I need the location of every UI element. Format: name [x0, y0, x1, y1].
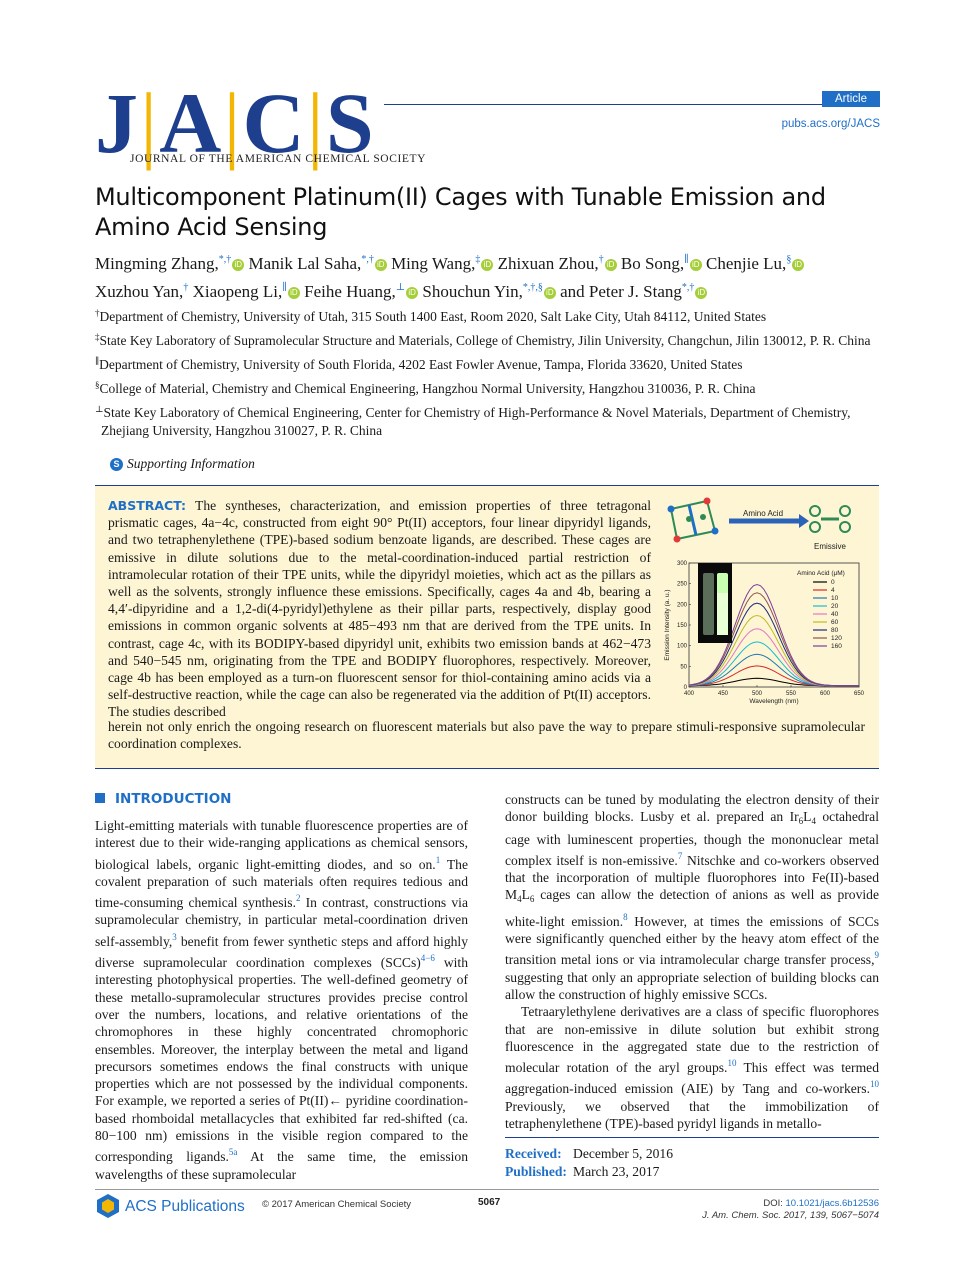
author[interactable]: Chenjie Lu,§ iD — [706, 254, 804, 273]
abstract-text: ABSTRACT: The syntheses, characterization, and emission properties of three tetragonal prismatic cages, 4a−4c, constructed from eight 90° Pt(II) acceptors, four linear dipyridyl ligands, and two tetraphenylethene (TPE)-based sodium benzoate ligands, are described. These cages are emissive in dilute solutions due to the metal-coordination-induced partial restriction of intramolecular rotation of their TPE units, while the dipyridyl moieties, which act as the pillars as well as the solvents, strongly influence these emissions. Specifically, cages 4a and 4b, bearing a 4,4′-dipyridine and a 1,2-di(4-pyridyl)ethylene as their pillar parts, respectively, display good emissions in common organic solvents at 485−493 nm that are derived from the TPE units. In contrast, cage 4c, with its BODIPY-based dipyridyl unit, exhibits two emission bands at 462−473 and 540−545 nm, originating from the TPE and BODIPY fluorophores, respectively. Moreover, cage 4b has been employed as a turn-on fluorescent sensor for thiol-containing amino acids via a self-destructive reaction, while the cage can also be regenerated via the addition of Pt(II) acceptors. The studies described — [108, 498, 651, 720]
x-tick-label: 550 — [785, 691, 797, 697]
journal-url-link[interactable]: pubs.acs.org/JACS — [781, 118, 880, 130]
journal-subtitle: JOURNAL OF THE AMERICAN CHEMICAL SOCIETY — [130, 153, 427, 165]
logo-letter-j: J — [95, 75, 138, 171]
author[interactable]: Mingming Zhang,*,† iD — [95, 254, 244, 273]
author[interactable]: Xiaopeng Li,∥ iD — [193, 282, 300, 301]
emission-chart — [664, 561, 865, 705]
y-tick-label: 200 — [676, 602, 687, 609]
citation-link[interactable]: 5a — [228, 1147, 238, 1158]
author[interactable]: Zhixuan Zhou,† iD — [498, 254, 617, 273]
affiliation: ‡State Key Laboratory of Supramolecular Structure and Materials, College of Chemistry, Jilin University, Changchun, Jilin 130012, P. R. China — [95, 332, 871, 349]
intro-right-column — [505, 791, 879, 1132]
legend-entry: 20 — [831, 603, 839, 610]
y-tick-label: 300 — [676, 561, 687, 567]
y-tick-label: 100 — [676, 643, 687, 650]
x-tick-label: 650 — [853, 691, 865, 697]
orcid-icon[interactable]: iD — [232, 259, 244, 271]
paragraph: constructs can be tuned by modulating the electron density of their donor building blocks. Lusby et al. prepared an $Ir_6L_4$ octahedral cage with luminescent properties, though the mononuclear metal complex itself is non-emissive.$^7$ Nitschke and co-workers observed that the incorporation of multiple fluorophores into Fe(II)-based $M_4L_6$ cages can allow the detection of anions as well as provide white-light emission.$^8$ However, at times the emissions of SCCs were significantly quenched either by the heavy atom effect of the transition metal ions or via intramolecular charge transfer process,$^9$ suggesting that only an appropriate selection of building blocks can allow the construction of highly emissive SCCs. — [505, 792, 879, 1002]
orcid-icon[interactable]: iD — [605, 259, 617, 271]
journal-logo: J|A|C|S — [95, 75, 374, 171]
affiliations — [95, 305, 885, 443]
author[interactable]: Manik Lal Saha,*,† iD — [248, 254, 386, 273]
x-tick-label: 400 — [683, 691, 695, 697]
author-list — [95, 248, 885, 304]
y-tick-label: 250 — [676, 581, 687, 588]
tpe-product-icon — [810, 506, 850, 532]
acs-publications-logo[interactable]: ACS Publications — [95, 1193, 245, 1219]
orcid-icon[interactable]: iD — [406, 287, 418, 299]
affiliation: ∥Department of Chemistry, University of South Florida, 4202 East Fowler Avenue, Tampa, Florida 33620, United States — [95, 356, 743, 373]
y-tick-label: 0 — [683, 685, 687, 691]
x-tick-label: 600 — [819, 691, 831, 697]
cage-structure-icon — [668, 498, 719, 543]
abstract-text-continued: herein not only enrich the ongoing research on fluorescent materials but also pave the way to prepare stimuli-responsive supramolecular coordination complexes. — [108, 719, 865, 752]
legend-entry: 40 — [831, 611, 839, 618]
affiliation: †Department of Chemistry, University of Utah, 315 South 1400 East, Room 2020, Salt Lake City, Utah 84112, United States — [95, 308, 767, 324]
logo-letter-a: A — [159, 75, 222, 171]
page-number: 5067 — [478, 1197, 501, 1208]
copyright: © 2017 American Chemical Society — [262, 1199, 412, 1210]
toc-graphic — [663, 497, 873, 709]
legend-entry: 60 — [831, 619, 839, 626]
x-tick-label: 500 — [751, 691, 763, 697]
citation-link[interactable]: 4−6 — [420, 953, 435, 964]
citation-link[interactable]: 7 — [677, 850, 683, 861]
doi-link[interactable]: 10.1021/jacs.6b12536 — [785, 1198, 879, 1209]
supporting-information-link[interactable]: S Supporting Information — [110, 456, 255, 472]
orcid-icon[interactable]: iD — [481, 259, 493, 271]
author[interactable]: Bo Song,∥ iD — [621, 254, 702, 273]
author[interactable]: and Peter J. Stang*,† iD — [560, 282, 707, 301]
orcid-icon[interactable]: iD — [375, 259, 387, 271]
orcid-icon[interactable]: iD — [288, 287, 300, 299]
legend-entry: 120 — [831, 635, 842, 642]
footer-rule — [95, 1189, 879, 1190]
toc-product-label: Emissive — [814, 542, 847, 551]
acs-hexagon-icon — [95, 1193, 121, 1219]
published-date: Published: March 23, 2017 — [505, 1163, 660, 1179]
vial-photo — [698, 563, 732, 643]
citation-link[interactable]: 10 — [727, 1058, 737, 1069]
x-tick-label: 450 — [717, 691, 729, 697]
citation-link[interactable]: 3 — [172, 931, 177, 942]
section-heading-introduction: INTRODUCTION — [95, 791, 231, 807]
journal-citation: J. Am. Chem. Soc. 2017, 139, 5067−5074 — [702, 1210, 879, 1221]
orcid-icon[interactable]: iD — [690, 259, 702, 271]
legend-entry: 4 — [831, 587, 835, 594]
paragraph: Tetraarylethylene derivatives are a class of specific fluorophores that are non-emissive in dilute solution but exhibit strong fluorescence in the aggregated state due to the restriction of molecular rotation of the aryl groups.$^{10}$ This effect was termed aggregation-induced emission (AIE) by Tang and co-workers.$^{10}$ Previously, we observed that the immobilization of tetraphenylethene (TPE)-based pyridyl ligands in metallo- — [505, 1004, 879, 1132]
legend-entry: 10 — [831, 595, 839, 602]
article-title: Multicomponent Platinum(II) Cages with Tunable Emission and Amino Acid Sensing — [95, 183, 826, 241]
y-tick-label: 150 — [676, 623, 687, 629]
author[interactable]: Feihe Huang,⊥ iD — [304, 282, 418, 301]
citation-link[interactable]: 10 — [870, 1079, 879, 1090]
x-axis-label: Wavelength (nm) — [749, 698, 799, 705]
affiliation: ⊥State Key Laboratory of Chemical Engineering, Center for Chemistry of High-Performance & Novel Materials, Department of Chemistry, Zhejiang University, Hangzhou 310027, P. R. China — [95, 404, 851, 438]
citation-link[interactable]: 1 — [435, 854, 441, 865]
abstract-label: ABSTRACT: — [108, 498, 187, 513]
legend-entry: 160 — [831, 643, 842, 650]
section-bullet-icon — [95, 793, 105, 803]
toc-arrow-label: Amino Acid — [743, 509, 784, 518]
legend-title: Amino Acid (μM) — [797, 570, 845, 577]
header-rule — [384, 104, 880, 105]
logo-letter-c: C — [242, 75, 305, 171]
orcid-icon[interactable]: iD — [792, 259, 804, 271]
citation-link[interactable]: 9 — [874, 950, 879, 961]
affiliation: §College of Material, Chemistry and Chemical Engineering, Hangzhou Normal University, Hangzhou 310036, P. R. China — [95, 380, 756, 397]
doi-citation: DOI: 10.1021/jacs.6b12536 J. Am. Chem. Soc. 2017, 139, 5067−5074 — [702, 1198, 879, 1221]
legend-entry: 0 — [831, 579, 835, 586]
citation-link[interactable]: 8 — [623, 911, 628, 922]
legend-entry: 80 — [831, 627, 839, 634]
author[interactable]: Ming Wang,‡ iD — [391, 254, 493, 273]
citation-link[interactable]: 2 — [295, 893, 301, 904]
article-type-badge: Article — [822, 91, 880, 107]
y-axis-label: Emission Intensity (a. u.) — [664, 589, 671, 661]
orcid-icon[interactable]: iD — [544, 287, 556, 299]
dates-rule — [505, 1137, 879, 1138]
y-tick-label: 50 — [680, 664, 687, 671]
intro-left-column: Light-emitting materials with tunable fluorescence properties are of interest due to their wide-ranging applications as chemical sensors, biological labels, organic light-emitting diodes, and so on.$^1$ The covalent preparation of such materials often requires tedious and time-consuming chemical synthesis.$^2$ In contrast, constructions via supramolecular chemistry, in particular metal-coordination driven self-assembly,$^3$ benefit from fewer synthetic steps and afford highly diverse supramolecular coordination complexes (SCCs)$^{4-6}$ with interesting photophysical properties. The well-defined geometry of these metallo-supramolecular structures provides precise control over the numbers, locations, and relative orientations of the chromophores in these highly concentrated chromophoric ensembles. Moreover, the interplay between the metal and ligand precursors sometimes endows the final constructs with unique properties which are not possessed by the individual components. For example, we reported a series of Pt(II)← pyridine coordination-based rhomboidal metallacycles that exhibited far red-shifted (ca. 80−100 nm) emissions in the visible region compared to the corresponding ligands.$^{5a}$ At the same time, the emission wavelengths of these supramolecular — [95, 818, 468, 1182]
orcid-icon[interactable]: iD — [695, 287, 707, 299]
author[interactable]: Shouchun Yin,*,†,§ iD — [422, 282, 555, 301]
publication-dates — [505, 1145, 673, 1180]
received-date: Received: December 5, 2016 — [505, 1146, 674, 1161]
supporting-info-icon: S — [110, 458, 123, 471]
author[interactable]: Xuzhou Yan,† — [95, 282, 189, 301]
logo-letter-s: S — [325, 75, 374, 171]
